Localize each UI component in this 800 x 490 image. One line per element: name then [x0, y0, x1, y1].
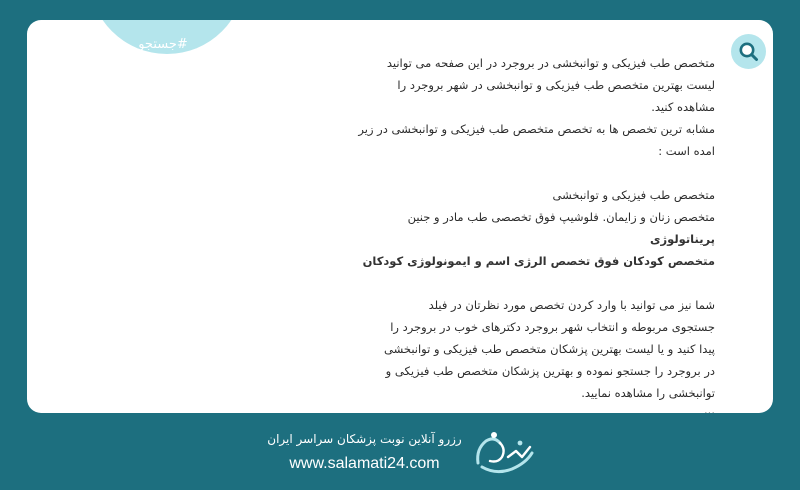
- related-specialty: متخصص کودکان فوق تخصص الرژی اسم و ایمونولوژی کودکان: [362, 254, 715, 268]
- closing-line: پیدا کنید و یا لیست بهترین پزشکان متخصص طب فیزیکی و توانبخشی: [384, 342, 715, 356]
- intro-line: مشاهده کنید.: [651, 100, 715, 114]
- search-button[interactable]: [731, 34, 766, 69]
- closing-line: توانبخشی را مشاهده نمایید.: [581, 386, 715, 400]
- related-specialty: پریناتولوژی: [649, 232, 715, 246]
- search-icon: [738, 41, 759, 62]
- hashtag-label[interactable]: #جستجو: [138, 37, 188, 52]
- intro-line: متخصص طب فیزیکی و توانبخشی در بروجرد در این صفحه می توانید: [386, 56, 715, 70]
- related-specialty: متخصص زنان و زایمان. فلوشیپ فوق تخصصی طب مادر و جنین: [407, 210, 715, 224]
- related-specialty: متخصص طب فیزیکی و توانبخشی: [552, 188, 715, 202]
- footer-url[interactable]: www.salamati24.com: [289, 455, 440, 472]
- ellipsis: ...: [704, 403, 715, 413]
- blank-line: [287, 162, 715, 184]
- intro-line: لیست بهترین متخصص طب فیزیکی و توانبخشی در شهر بروجرد را: [397, 78, 715, 92]
- intro-line: مشابه ترین تخصص ها به تخصص متخصص طب فیزیکی و توانبخشی در زیر: [358, 122, 715, 136]
- closing-line: در بروجرد را جستجو نموده و بهترین پزشکان متخصص طب فیزیکی و: [385, 364, 715, 378]
- intro-line: امده است :: [658, 144, 715, 158]
- content-card: [27, 20, 773, 413]
- blank-line: [287, 272, 715, 294]
- footer-title: رزرو آنلاین نوبت پزشکان سراسر ایران: [267, 432, 462, 446]
- closing-line: جستجوی مربوطه و انتخاب شهر بروجرد دکترهای خوب در بروجرد را: [390, 320, 715, 334]
- salamati-logo-icon: [472, 423, 542, 479]
- closing-line: شما نیز می توانید با وارد کردن تخصص مورد نظرتان در فیلد: [428, 298, 715, 312]
- article-text: [287, 52, 715, 413]
